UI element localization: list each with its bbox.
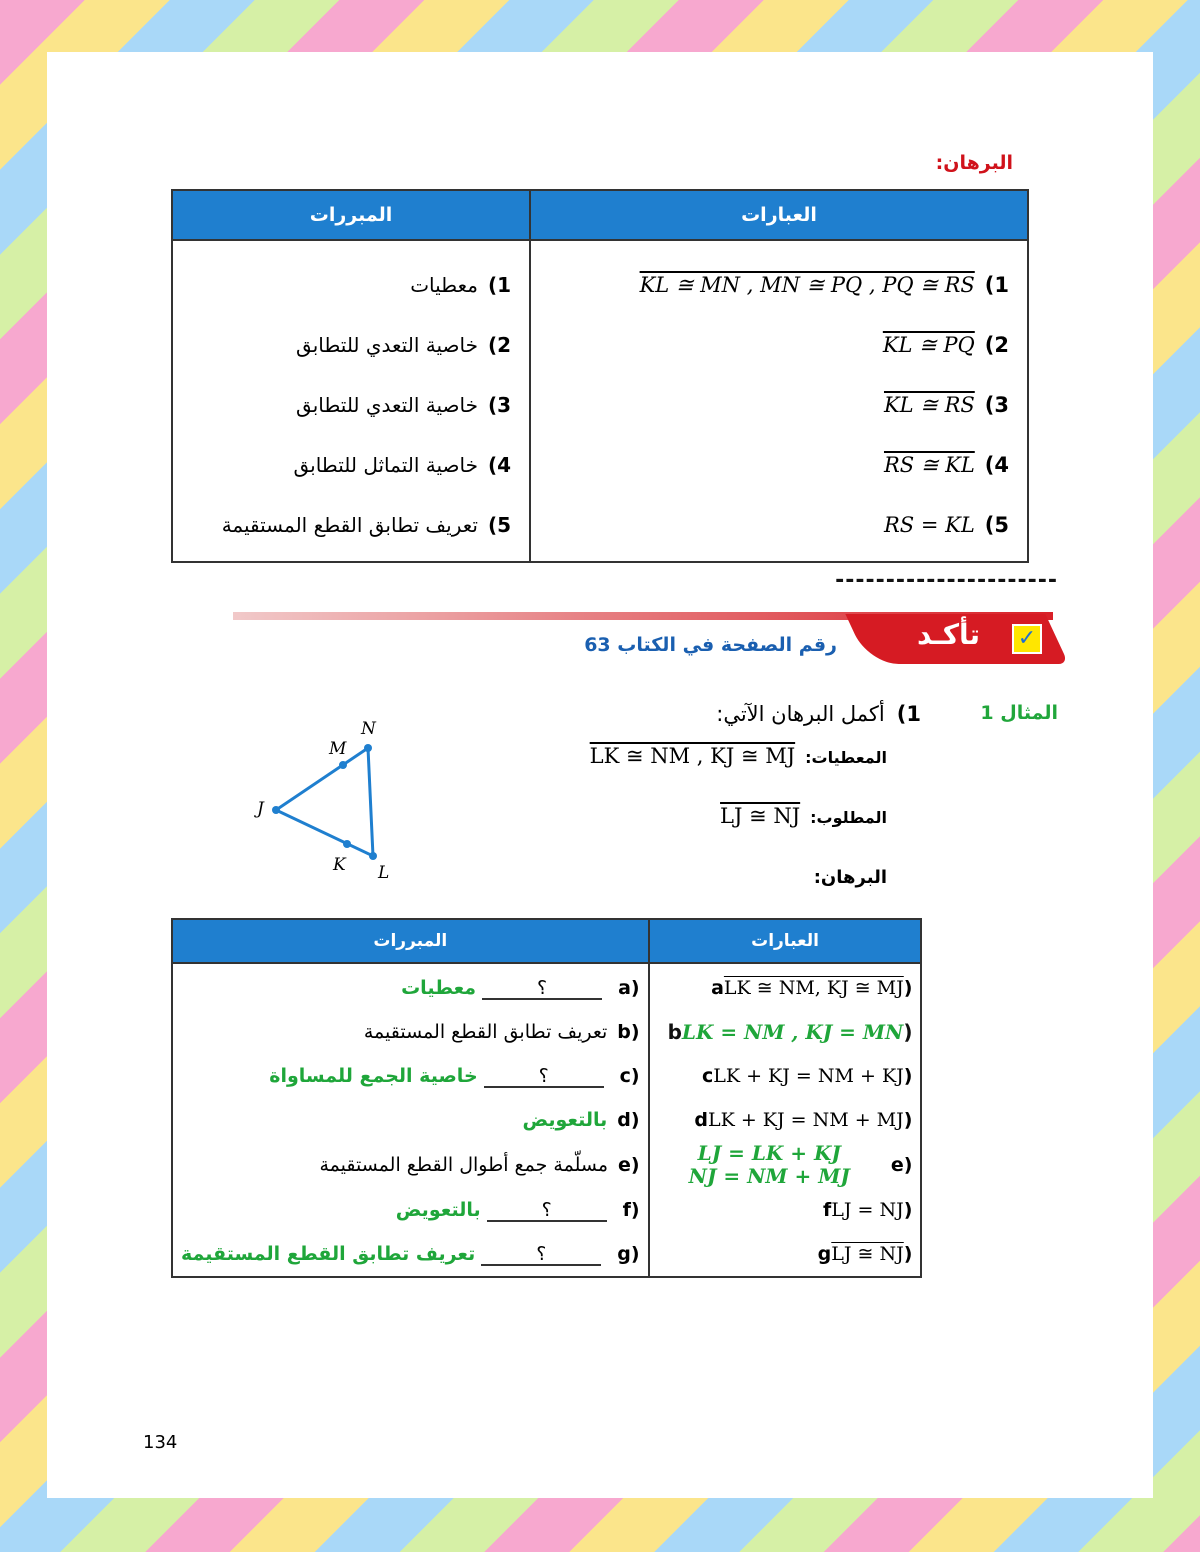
statement-3: 3)KL ≅ RS [883,393,1009,417]
answer-blank[interactable]: ؟ [487,1200,607,1222]
label-k: K [333,855,346,875]
proof-label: البرهان: [813,867,887,888]
label-j: J [257,799,264,819]
statement-c: (cLK + KJ = NM + KJ [701,1065,913,1087]
point-n [364,744,372,752]
reason-f: (f؟بالتعويض [395,1198,640,1221]
statements-header: العبارات [530,190,1028,240]
point-k [343,840,351,848]
answer-blank[interactable]: ؟ [484,1066,604,1088]
divider: ---------------------- [835,568,1058,593]
reason-c: (c؟خاصية الجمع للمساواة [269,1064,640,1087]
example-label: المثال 1 [980,702,1058,724]
statement-5: 5)RS = KL [883,513,1009,537]
statement-b: (bLK = NM , KJ = MN [667,1020,913,1044]
answer-blank[interactable]: ؟ [482,978,602,1000]
proof-table-1 [171,189,1029,563]
proof-table-2 [171,918,922,1278]
statement-2: 2)KL ≅ PQ [882,333,1009,357]
statement-g: (gLJ ≅ NJ [817,1243,913,1265]
reason-4: 4)خاصية التماثل للتطابق [293,453,511,477]
point-m [339,761,347,769]
reason-1: 1)معطيات [410,273,511,297]
reasons-header: المبررات [172,190,530,240]
question: 1)أكمل البرهان الآتي: [716,702,921,726]
answer-blank[interactable]: ؟ [481,1244,601,1266]
page-number: 134 [143,1432,178,1453]
statement-a: (aLK ≅ NM, KJ ≅ MJ [711,977,913,999]
label-n: N [361,719,376,739]
reasons-header-2: المبررات [172,919,649,963]
statement-1: 1)KL ≅ MN , MN ≅ PQ , PQ ≅ RS [639,273,1009,297]
reason-a: (a؟معطيات [401,976,640,999]
statements-header-2: العبارات [649,919,922,963]
page-reference: رقم الصفحة في الكتاب 63 [584,634,837,656]
required: المطلوب:LJ ≅ NJ [720,804,887,828]
statement-f: (fLJ = NJ [823,1199,913,1221]
point-l [369,852,377,860]
label-l: L [378,863,390,883]
reason-g: (g؟تعريف تطابق القطع المستقيمة [181,1242,640,1265]
proof-title: البرهان: [935,152,1013,174]
checkmark-icon: ✓ [1012,624,1042,654]
reason-3: 3)خاصية التعدي للتطابق [296,393,511,417]
reason-d: (dبالتعويض [522,1109,640,1131]
reason-b: (bتعريف تطابق القطع المستقيمة [363,1021,640,1043]
statement-4: 4)RS ≅ KL [883,453,1009,477]
reason-2: 2)خاصية التعدي للتطابق [296,333,511,357]
given: المعطيات:LK ≅ NM , KJ ≅ MJ [589,744,887,768]
label-m: M [329,739,347,759]
statement-d: (dLK + KJ = NM + MJ [694,1109,913,1131]
statement-e: (e LJ = LK + KJ NJ = NM + MJ [688,1141,913,1188]
section-badge: تأكـد [917,618,981,651]
reason-5: 5)تعريف تطابق القطع المستقيمة [221,513,511,537]
point-j [272,806,280,814]
worksheet-page [47,52,1153,1498]
triangle-figure [247,714,397,884]
reason-e: (eمسلّمة جمع أطوال القطع المستقيمة [319,1154,640,1176]
